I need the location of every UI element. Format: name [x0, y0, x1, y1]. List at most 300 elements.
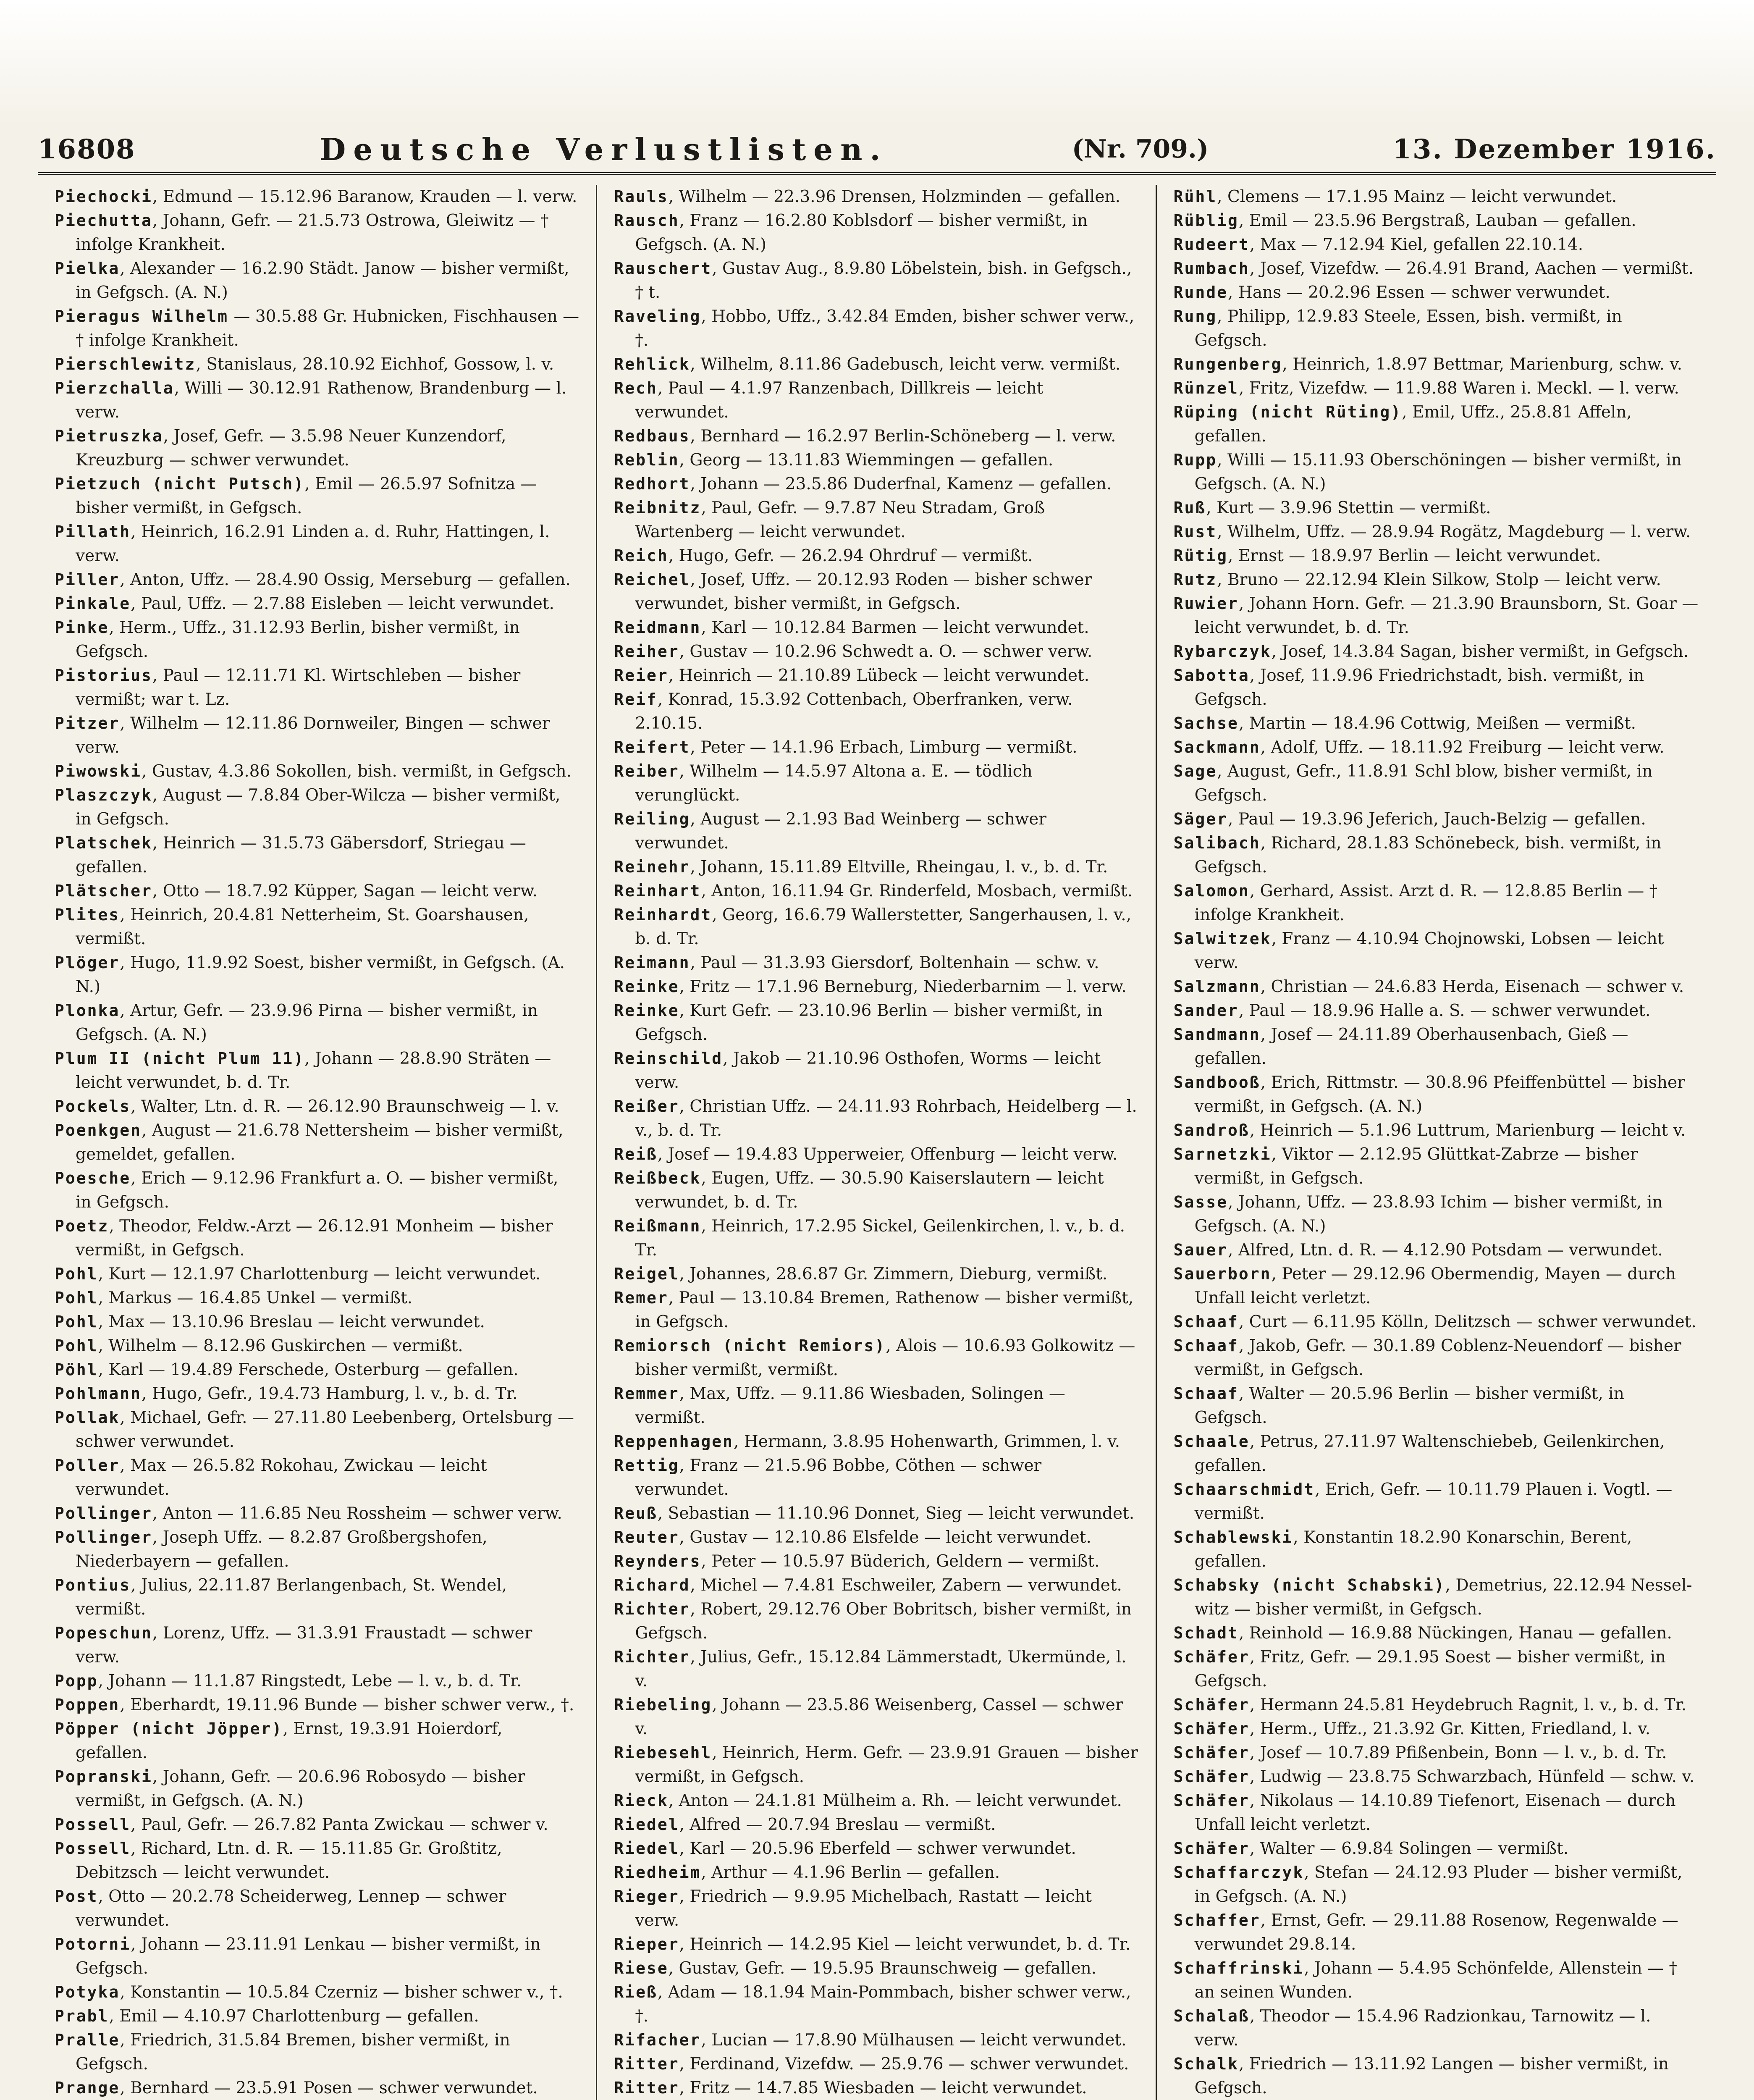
casualty-entry: Pohl, Max — 13.10.96 Breslau — leicht verwundet.	[55, 1312, 485, 1331]
casualty-entry: Richard, Michel — 7.4.81 Eschweiler, Zabern — verwundet.	[614, 1576, 1122, 1595]
casualty-entry: Rauls, Wilhelm — 22.3.96 Drensen, Holzminden — gefallen.	[614, 187, 1120, 206]
casualty-surname: Possell	[55, 1815, 131, 1834]
casualty-surname: Schaaf	[1173, 1312, 1239, 1331]
casualty-entry: Pierzchalla, Willi — 30.12.91 Rathenow, Brandenburg — l. verw.	[55, 379, 567, 422]
casualty-entry: Reiling, August — 2.1.93 Bad Weinberg — schwer verwundet.	[614, 810, 1046, 853]
casualty-entry: Reidmann, Karl — 10.12.84 Barmen — leicht verwundet.	[614, 618, 1089, 637]
casualty-entry: Richter, Julius, Gefr., 15.12.84 Lämmerstadt, Ukermünde, l. v.	[614, 1648, 1127, 1690]
casualty-entry: Schadt, Reinhold — 16.9.88 Nückingen, Hanau — gefallen.	[1173, 1624, 1672, 1643]
casualty-surname: Pollak	[55, 1408, 120, 1427]
casualty-surname: Reißbeck	[614, 1169, 701, 1187]
casualty-entry: Rech, Paul — 4.1.97 Ranzenbach, Dillkreis — leicht verwundet.	[614, 379, 1043, 422]
casualty-surname: Reinhart	[614, 882, 701, 900]
casualty-surname: Pockels	[55, 1097, 131, 1116]
casualty-entry: Rieper, Heinrich — 14.2.95 Kiel — leicht verwundet, b. d. Tr.	[614, 1935, 1131, 1954]
casualty-surname: Richard	[614, 1576, 690, 1594]
casualty-surname: Plöger	[55, 953, 120, 972]
casualty-surname: Schäfer	[1173, 1696, 1250, 1714]
casualty-surname: Reißer	[614, 1097, 679, 1116]
casualty-entry: Rieck, Anton — 24.1.81 Mülheim a. Rh. — leicht verwundet.	[614, 1791, 1122, 1810]
casualty-entry: Sackmann, Adolf, Uffz. — 18.11.92 Freiburg — leicht verw.	[1173, 738, 1665, 757]
casualty-surname: Salibach	[1173, 834, 1261, 852]
casualty-surname: Pöhl	[55, 1360, 98, 1379]
casualty-surname: Popranski	[55, 1767, 152, 1786]
issue-date: 13. Dezember 1916.	[1392, 133, 1716, 165]
casualty-surname: Sachse	[1173, 714, 1239, 732]
casualty-entry: Rudeert, Max — 7.12.94 Kiel, gefallen 22.10.14.	[1173, 235, 1584, 254]
casualty-surname: Rauschert	[614, 259, 712, 278]
casualty-surname: Poenkgen	[55, 1121, 142, 1139]
casualty-entry: Schäfer, Walter — 6.9.84 Solingen — vermißt.	[1173, 1839, 1569, 1858]
page-header	[38, 126, 1716, 175]
casualty-surname: Sabotta	[1173, 666, 1250, 685]
casualty-surname: Pontius	[55, 1576, 131, 1594]
casualty-entry: Pralle, Friedrich, 31.5.84 Bremen, bisher vermißt, in Gefgsch.	[55, 2031, 510, 2074]
casualty-surname: Rifacher	[614, 2031, 701, 2049]
casualty-surname: Reier	[614, 666, 669, 685]
casualty-entry: Rupp, Willi — 15.11.93 Oberschöningen — bisher vermißt, in Gefgsch. (A. N.)	[1173, 451, 1682, 494]
casualty-surname: Schäfer	[1173, 1719, 1250, 1738]
top-margin	[0, 0, 1754, 126]
casualty-entry: Salomon, Gerhard, Assist. Arzt d. R. — 12.8.85 Berlin — † infolge Krankheit.	[1173, 882, 1658, 924]
casualty-entry: Rettig, Franz — 21.5.96 Bobbe, Cöthen — schwer verwundet.	[614, 1456, 1042, 1499]
casualty-entry: Pontius, Julius, 22.11.87 Berlangenbach, St. Wendel, vermißt.	[55, 1576, 507, 1619]
casualty-entry: Plum II (nicht Plum 11), Johann — 28.8.90 Sträten — leicht verwundet, b. d. Tr.	[55, 1049, 551, 1092]
casualty-surname: Sandmann	[1173, 1025, 1261, 1044]
casualty-surname: Rütig	[1173, 546, 1228, 565]
casualty-entry: Reuter, Gustav — 12.10.86 Elsfelde — leicht verwundet.	[614, 1528, 1091, 1547]
casualty-entry: Popp, Johann — 11.1.87 Ringstedt, Lebe — l. v., b. d. Tr.	[55, 1672, 522, 1690]
casualty-entry: Ruwier, Johann Horn. Gefr. — 21.3.90 Braunsborn, St. Goar — leicht verwundet, b. d. Tr.	[1173, 594, 1699, 637]
casualty-surname: Pollinger	[55, 1528, 152, 1546]
casualty-surname: Plonka	[55, 1001, 120, 1020]
casualty-surname: Pralle	[55, 2031, 120, 2049]
casualty-surname: Pistorius	[55, 666, 152, 685]
casualty-entry: Reich, Hugo, Gefr. — 26.2.94 Ohrdruf — vermißt.	[614, 546, 1033, 565]
casualty-entry: Rauschert, Gustav Aug., 8.9.80 Löbelstein, bish. in Gefgsch., † t.	[614, 259, 1132, 302]
casualty-surname: Raveling	[614, 307, 701, 326]
casualty-surname: Prange	[55, 2079, 120, 2097]
casualty-entry: Reimann, Paul — 31.3.93 Giersdorf, Boltenhain — schw. v.	[614, 953, 1099, 972]
casualty-surname: Rettig	[614, 1456, 679, 1475]
casualty-surname: Remer	[614, 1289, 669, 1307]
casualty-surname: Reinehr	[614, 858, 690, 876]
casualty-entry: Rifacher, Lucian — 17.8.90 Mülhausen — leicht verwundet.	[614, 2031, 1127, 2050]
casualty-surname: Reidmann	[614, 618, 701, 637]
casualty-surname: Pitzer	[55, 714, 120, 732]
casualty-entry: Pistorius, Paul — 12.11.71 Kl. Wirtschleben — bisher vermißt; war t. Lz.	[55, 666, 521, 709]
casualty-entry: Ritter, Ferdinand, Vizefdw. — 25.9.76 — schwer verwundet.	[614, 2055, 1129, 2074]
casualty-surname: Piechocki	[55, 187, 152, 206]
casualty-surname: Reiß	[614, 1145, 658, 1163]
casualty-surname: Schäfer	[1173, 1743, 1250, 1762]
casualty-surname: Riedel	[614, 1815, 679, 1834]
casualty-surname: Rung	[1173, 307, 1217, 326]
casualty-entry: Remmer, Max, Uffz. — 9.11.86 Wiesbaden, Solingen — vermißt.	[614, 1384, 1065, 1427]
casualty-entry: Plonka, Artur, Gefr. — 23.9.96 Pirna — bisher vermißt, in Gefgsch. (A. N.)	[55, 1001, 538, 1044]
casualty-surname: Popp	[55, 1672, 98, 1690]
casualty-entry: Post, Otto — 20.2.78 Scheiderweg, Lennep — schwer verwundet.	[55, 1887, 506, 1930]
casualty-surname: Ritter	[614, 2079, 679, 2097]
casualty-surname: Pohlmann	[55, 1384, 142, 1403]
casualty-surname: Popeschun	[55, 1624, 152, 1642]
casualty-entry: Reiß, Josef — 19.4.83 Upperweier, Offenburg — leicht verw.	[614, 1145, 1118, 1164]
casualty-surname: Remmer	[614, 1384, 679, 1403]
issue-number: (Nr. 709.)	[1072, 134, 1209, 164]
casualty-entry: Richter, Robert, 29.12.76 Ober Bobritsch, bisher vermißt, in Gefgsch.	[614, 1600, 1132, 1643]
casualty-surname: Pillath	[55, 522, 131, 541]
casualty-surname: Pohl	[55, 1312, 98, 1331]
casualty-entry: Riese, Gustav, Gefr. — 19.5.95 Braunschweig — gefallen.	[614, 1959, 1097, 1978]
casualty-surname: Runde	[1173, 283, 1228, 302]
casualty-surname: Sarnetzki	[1173, 1145, 1272, 1163]
casualty-surname: Rünzel	[1173, 379, 1239, 397]
casualty-surname: Pietzuch (nicht Putsch)	[55, 475, 305, 493]
casualty-surname: Rüblig	[1173, 211, 1239, 230]
casualty-entry: Rühl, Clemens — 17.1.95 Mainz — leicht verwundet.	[1173, 187, 1617, 206]
casualty-surname: Poetz	[55, 1217, 109, 1235]
casualty-surname: Potyka	[55, 1983, 120, 2001]
casualty-entry: Reif, Konrad, 15.3.92 Cottenbach, Oberfranken, verw. 2.10.15.	[614, 690, 1073, 733]
casualty-surname: Rybarczyk	[1173, 642, 1272, 661]
casualty-surname: Rupp	[1173, 451, 1217, 469]
casualty-surname: Rehlick	[614, 355, 690, 373]
casualty-entry: Sander, Paul — 18.9.96 Halle a. S. — schwer verwundet.	[1173, 1001, 1651, 1020]
casualty-entry: Sasse, Johann, Uffz. — 23.8.93 Ichim — bisher vermißt, in Gefgsch. (A. N.)	[1173, 1193, 1663, 1236]
column-3	[1157, 185, 1716, 2100]
casualty-entry: Possell, Paul, Gefr. — 26.7.82 Panta Zwickau — schwer v.	[55, 1815, 548, 1834]
casualty-entry: Schäfer, Ludwig — 23.8.75 Schwarzbach, Hünfeld — schw. v.	[1173, 1767, 1695, 1786]
casualty-entry: Pohl, Kurt — 12.1.97 Charlottenburg — leicht verwundet.	[55, 1265, 541, 1284]
casualty-surname: Sackmann	[1173, 738, 1261, 756]
casualty-list-columns	[38, 185, 1716, 2100]
casualty-surname: Richter	[614, 1600, 690, 1618]
casualty-entry: Rehlick, Wilhelm, 8.11.86 Gadebusch, leicht verw. vermißt.	[614, 355, 1121, 374]
casualty-surname: Remiorsch (nicht Remiors)	[614, 1336, 886, 1355]
casualty-entry: Reuß, Sebastian — 11.10.96 Donnet, Sieg — leicht verwundet.	[614, 1504, 1135, 1523]
casualty-entry: Reiber, Wilhelm — 14.5.97 Altona a. E. — tödlich verunglückt.	[614, 762, 1033, 805]
casualty-surname: Rumbach	[1173, 259, 1250, 278]
casualty-entry: Rüping (nicht Rüting), Emil, Uffz., 25.8.81 Affeln, gefallen.	[1173, 403, 1632, 446]
casualty-entry: Reinhart, Anton, 16.11.94 Gr. Rinderfeld, Mosbach, vermißt.	[614, 882, 1133, 900]
casualty-entry: Piller, Anton, Uffz. — 28.4.90 Ossig, Merseburg — gefallen.	[55, 570, 571, 589]
casualty-surname: Poller	[55, 1456, 120, 1475]
casualty-entry: Pöhl, Karl — 19.4.89 Ferschede, Osterburg — gefallen.	[55, 1360, 519, 1379]
casualty-surname: Pollinger	[55, 1504, 152, 1522]
casualty-surname: Rust	[1173, 522, 1217, 541]
casualty-entry: Schalk, Friedrich — 13.11.92 Langen — bisher vermißt, in Gefgsch.	[1173, 2055, 1669, 2097]
casualty-surname: Schäfer	[1173, 1648, 1250, 1666]
casualty-entry: Säger, Paul — 19.3.96 Jeferich, Jauch-Belzig — gefallen.	[1173, 810, 1646, 829]
casualty-entry: Pietruszka, Josef, Gefr. — 3.5.98 Neuer Kunzendorf, Kreuzburg — schwer verwundet.	[55, 427, 506, 470]
casualty-entry: Redbaus, Bernhard — 16.2.97 Berlin-Schöneberg — l. verw.	[614, 427, 1116, 446]
casualty-entry: Pollinger, Joseph Uffz. — 8.2.87 Großbergshofen, Niederbayern — gefallen.	[55, 1528, 488, 1571]
casualty-entry: Possell, Richard, Ltn. d. R. — 15.11.85 Gr. Großtitz, Debitzsch — leicht verwundet.	[55, 1839, 502, 1882]
casualty-entry: Riedel, Alfred — 20.7.94 Breslau — vermißt.	[614, 1815, 996, 1834]
casualty-surname: Pieragus Wilhelm	[55, 307, 229, 326]
casualty-surname: Piwowski	[55, 762, 142, 780]
casualty-entry: Rumbach, Josef, Vizefdw. — 26.4.91 Brand, Aachen — vermißt.	[1173, 259, 1694, 278]
casualty-entry: Rungenberg, Heinrich, 1.8.97 Bettmar, Marienburg, schw. v.	[1173, 355, 1683, 374]
casualty-entry: Riedel, Karl — 20.5.96 Eberfeld — schwer verwundet.	[614, 1839, 1076, 1858]
casualty-entry: Reibnitz, Paul, Gefr. — 9.7.87 Neu Stradam, Groß Wartenberg — leicht verwundet.	[614, 499, 1045, 541]
casualty-entry: Schablewski, Konstantin 18.2.90 Konarschin, Berent, gefallen.	[1173, 1528, 1632, 1571]
casualty-surname: Rüping (nicht Rüting)	[1173, 403, 1402, 421]
casualty-surname: Sander	[1173, 1001, 1239, 1020]
casualty-surname: Piechutta	[55, 211, 152, 230]
casualty-surname: Sandbooß	[1173, 1073, 1261, 1092]
casualty-surname: Rungenberg	[1173, 355, 1282, 373]
casualty-entry: Pohl, Wilhelm — 8.12.96 Guskirchen — vermißt.	[55, 1336, 463, 1355]
casualty-entry: Ritter, Fritz — 14.7.85 Wiesbaden — leicht verwundet.	[614, 2079, 1087, 2097]
casualty-entry: Reifert, Peter — 14.1.96 Erbach, Limburg — vermißt.	[614, 738, 1078, 757]
casualty-entry: Reißbeck, Eugen, Uffz. — 30.5.90 Kaiserslautern — leicht verwundet, b. d. Tr.	[614, 1169, 1104, 1212]
casualty-surname: Sauerborn	[1173, 1265, 1272, 1283]
casualty-surname: Reif	[614, 690, 658, 709]
casualty-surname: Schaale	[1173, 1432, 1250, 1451]
casualty-surname: Salzmann	[1173, 977, 1261, 996]
casualty-entry: Remer, Paul — 13.10.84 Bremen, Rathenow — bisher vermißt, in Gefgsch.	[614, 1289, 1134, 1331]
casualty-entry: Platschek, Heinrich — 31.5.73 Gäbersdorf, Striegau — gefallen.	[55, 834, 526, 877]
casualty-entry: Plites, Heinrich, 20.4.81 Netterheim, St. Goarshausen, vermißt.	[55, 906, 529, 948]
casualty-surname: Schabsky (nicht Schabski)	[1173, 1576, 1445, 1594]
casualty-entry: Reiher, Gustav — 10.2.96 Schwedt a. O. — schwer verw.	[614, 642, 1093, 661]
casualty-entry: Rybarczyk, Josef, 14.3.84 Sagan, bisher vermißt, in Gefgsch.	[1173, 642, 1689, 661]
casualty-surname: Rieger	[614, 1887, 679, 1906]
casualty-surname: Schablewski	[1173, 1528, 1293, 1546]
casualty-entry: Schaffer, Ernst, Gefr. — 29.11.88 Rosenow, Regenwalde — verwundet 29.8.14.	[1173, 1911, 1678, 1954]
casualty-entry: Schabsky (nicht Schabski), Demetrius, 22.12.94 Nessel- witz — bisher vermißt, in Gefgsch.	[1173, 1576, 1692, 1619]
casualty-entry: Schäfer, Nikolaus — 14.10.89 Tiefenort, Eisenach — durch Unfall leicht verletzt.	[1173, 1791, 1676, 1834]
casualty-surname: Schalaß	[1173, 2007, 1250, 2025]
column-2	[597, 185, 1156, 2100]
casualty-entry: Schäfer, Hermann 24.5.81 Heydebruch Ragnit, l. v., b. d. Tr.	[1173, 1696, 1687, 1714]
casualty-entry: Remiorsch (nicht Remiors), Alois — 10.6.93 Golkowitz — bisher vermißt, vermißt.	[614, 1336, 1135, 1379]
casualty-surname: Schadt	[1173, 1624, 1239, 1642]
casualty-entry: Reinhardt, Georg, 16.6.79 Wallerstetter, Sangerhausen, l. v., b. d. Tr.	[614, 906, 1132, 948]
casualty-surname: Plätscher	[55, 882, 152, 900]
casualty-surname: Pohl	[55, 1265, 98, 1283]
casualty-entry: Piechocki, Edmund — 15.12.96 Baranow, Krauden — l. verw.	[55, 187, 577, 206]
casualty-entry: Pinkale, Paul, Uffz. — 2.7.88 Eisleben — leicht verwundet.	[55, 594, 554, 613]
casualty-surname: Reibnitz	[614, 499, 701, 517]
casualty-entry: Piechutta, Johann, Gefr. — 21.5.73 Ostrowa, Gleiwitz — † infolge Krankheit.	[55, 211, 549, 254]
casualty-surname: Schalk	[1173, 2055, 1239, 2073]
casualty-entry: Reynders, Peter — 10.5.97 Büderich, Geldern — vermißt.	[614, 1552, 1100, 1571]
casualty-surname: Reinhardt	[614, 906, 712, 924]
casualty-entry: Poenkgen, August — 21.6.78 Nettersheim — bisher vermißt, gemeldet, gefallen.	[55, 1121, 564, 1164]
casualty-entry: Reppenhagen, Hermann, 3.8.95 Hohenwarth, Grimmen, l. v.	[614, 1432, 1120, 1451]
casualty-entry: Plöger, Hugo, 11.9.92 Soest, bisher vermißt, in Gefgsch. (A. N.)	[55, 953, 565, 996]
casualty-surname: Reblin	[614, 451, 679, 469]
casualty-surname: Rühl	[1173, 187, 1217, 206]
casualty-surname: Riebesehl	[614, 1743, 712, 1762]
casualty-surname: Säger	[1173, 810, 1228, 828]
casualty-entry: Schäfer, Josef — 10.7.89 Pfißenbein, Bonn — l. v., b. d. Tr.	[1173, 1743, 1667, 1762]
casualty-entry: Rutz, Bruno — 22.12.94 Klein Silkow, Stolp — leicht verw.	[1173, 570, 1661, 589]
casualty-entry: Poesche, Erich — 9.12.96 Frankfurt a. O. — bisher vermißt, in Gefgsch.	[55, 1169, 558, 1212]
casualty-surname: Schaaf	[1173, 1336, 1239, 1355]
casualty-entry: Popeschun, Lorenz, Uffz. — 31.3.91 Fraustadt — schwer verw.	[55, 1624, 532, 1667]
casualty-entry: Schaaf, Walter — 20.5.96 Berlin — bisher vermißt, in Gefgsch.	[1173, 1384, 1624, 1427]
casualty-entry: Plaszczyk, August — 7.8.84 Ober-Wilcza — bisher vermißt, in Gefgsch.	[55, 786, 561, 829]
casualty-surname: Rauls	[614, 187, 669, 206]
casualty-surname: Reichel	[614, 570, 690, 589]
casualty-entry: Schaarschmidt, Erich, Gefr. — 10.11.79 Plauen i. Vogtl. — vermißt.	[1173, 1480, 1673, 1523]
casualty-entry: Sandbooß, Erich, Rittmstr. — 30.8.96 Pfeiffenbüttel — bisher vermißt, in Gefgsch. (A. N.)	[1173, 1073, 1685, 1116]
casualty-surname: Redhort	[614, 475, 690, 493]
casualty-surname: Riedheim	[614, 1863, 701, 1882]
casualty-entry: Sage, August, Gefr., 11.8.91 Schl blow, bisher vermißt, in Gefgsch.	[1173, 762, 1653, 805]
casualty-surname: Reiber	[614, 762, 679, 780]
casualty-entry: Prabl, Emil — 4.10.97 Charlottenburg — gefallen.	[55, 2007, 479, 2026]
casualty-surname: Poesche	[55, 1169, 131, 1187]
casualty-surname: Reißmann	[614, 1217, 701, 1235]
casualty-surname: Reuter	[614, 1528, 679, 1546]
casualty-entry: Schäfer, Herm., Uffz., 21.3.92 Gr. Kitten, Friedland, l. v.	[1173, 1719, 1651, 1738]
casualty-surname: Pohl	[55, 1289, 98, 1307]
casualty-entry: Schaffarczyk, Stefan — 24.12.93 Pluder — bisher vermißt, in Gefgsch. (A. N.)	[1173, 1863, 1683, 1906]
casualty-entry: Rausch, Franz — 16.2.80 Koblsdorf — bisher vermißt, in Gefgsch. (A. N.)	[614, 211, 1088, 254]
casualty-surname: Pietruszka	[55, 427, 163, 445]
casualty-entry: Pillath, Heinrich, 16.2.91 Linden a. d. Ruhr, Hattingen, l. verw.	[55, 522, 550, 565]
casualty-entry: Pieragus Wilhelm — 30.5.88 Gr. Hubnicken, Fischhausen — † infolge Krankheit.	[55, 307, 579, 350]
casualty-entry: Pollinger, Anton — 11.6.85 Neu Rossheim — schwer verw.	[55, 1504, 562, 1523]
casualty-surname: Prabl	[55, 2007, 109, 2025]
casualty-entry: Schäfer, Fritz, Gefr. — 29.1.95 Soest — bisher vermißt, in Gefgsch.	[1173, 1648, 1666, 1690]
casualty-surname: Reimann	[614, 953, 690, 972]
casualty-entry: Reinke, Kurt Gefr. — 23.10.96 Berlin — bisher vermißt, in Gefgsch.	[614, 1001, 1103, 1044]
casualty-surname: Riese	[614, 1959, 669, 1977]
casualty-entry: Salzmann, Christian — 24.6.83 Herda, Eisenach — schwer v.	[1173, 977, 1684, 996]
casualty-entry: Reblin, Georg — 13.11.83 Wiemmingen — gefallen.	[614, 451, 1054, 470]
casualty-entry: Pitzer, Wilhelm — 12.11.86 Dornweiler, Bingen — schwer verw.	[55, 714, 550, 757]
casualty-surname: Reinke	[614, 1001, 679, 1020]
casualty-surname: Riebeling	[614, 1696, 712, 1714]
casualty-entry: Poppen, Eberhardt, 19.11.96 Bunde — bisher schwer verw., †.	[55, 1696, 574, 1714]
casualty-surname: Sandroß	[1173, 1121, 1250, 1139]
casualty-entry: Rieß, Adam — 18.1.94 Main-Pommbach, bisher schwer verw., †.	[614, 1983, 1131, 2026]
casualty-surname: Rudeert	[1173, 235, 1250, 254]
casualty-entry: Schaffrinski, Johann — 5.4.95 Schönfelde, Allenstein — † an seinen Wunden.	[1173, 1959, 1678, 2002]
casualty-entry: Poetz, Theodor, Feldw.-Arzt — 26.12.91 Monheim — bisher vermißt, in Gefgsch.	[55, 1217, 553, 1260]
casualty-surname: Reigel	[614, 1265, 679, 1283]
casualty-entry: Sachse, Martin — 18.4.96 Cottwig, Meißen — vermißt.	[1173, 714, 1636, 733]
casualty-surname: Schäfer	[1173, 1767, 1250, 1786]
casualty-entry: Rung, Philipp, 12.9.83 Steele, Essen, bish. vermißt, in Gefgsch.	[1173, 307, 1622, 350]
casualty-entry: Schalaß, Theodor — 15.4.96 Radzionkau, Tarnowitz — l. verw.	[1173, 2007, 1651, 2050]
casualty-entry: Reißmann, Heinrich, 17.2.95 Sickel, Geilenkirchen, l. v., b. d. Tr.	[614, 1217, 1125, 1260]
casualty-entry: Reigel, Johannes, 28.6.87 Gr. Zimmern, Dieburg, vermißt.	[614, 1265, 1108, 1284]
casualty-entry: Riebesehl, Heinrich, Herm. Gefr. — 23.9.91 Grauen — bisher vermißt, in Gefgsch.	[614, 1743, 1138, 1786]
page-number: 16808	[38, 133, 136, 165]
casualty-entry: Sauer, Alfred, Ltn. d. R. — 4.12.90 Potsdam — verwundet.	[1173, 1241, 1663, 1260]
casualty-surname: Ruwier	[1173, 594, 1239, 613]
casualty-surname: Rieß	[614, 1983, 658, 2001]
casualty-entry: Prange, Bernhard — 23.5.91 Posen — schwer verwundet.	[55, 2079, 538, 2097]
casualty-surname: Rutz	[1173, 570, 1217, 589]
casualty-surname: Pinkale	[55, 594, 131, 613]
casualty-surname: Schäfer	[1173, 1791, 1250, 1810]
casualty-entry: Rust, Wilhelm, Uffz. — 28.9.94 Rogätz, Magdeburg — l. verw.	[1173, 522, 1691, 541]
casualty-entry: Riebeling, Johann — 23.5.86 Weisenberg, Cassel — schwer v.	[614, 1696, 1123, 1738]
casualty-surname: Potorni	[55, 1935, 131, 1953]
casualty-entry: Raveling, Hobbo, Uffz., 3.42.84 Emden, bisher schwer verw., †.	[614, 307, 1135, 350]
casualty-surname: Poppen	[55, 1696, 120, 1714]
casualty-entry: Rieger, Friedrich — 9.9.95 Michelbach, Rastatt — leicht verw.	[614, 1887, 1092, 1930]
casualty-entry: Pielka, Alexander — 16.2.90 Städt. Janow — bisher vermißt, in Gefgsch. (A. N.)	[55, 259, 569, 302]
casualty-surname: Pierzchalla	[55, 379, 174, 397]
casualty-surname: Platschek	[55, 834, 152, 852]
casualty-surname: Rausch	[614, 211, 679, 230]
casualty-entry: Potyka, Konstantin — 10.5.84 Czerniz — bisher schwer v., †.	[55, 1983, 563, 2002]
casualty-surname: Reifert	[614, 738, 690, 756]
casualty-surname: Reich	[614, 546, 669, 565]
casualty-surname: Pohl	[55, 1336, 98, 1355]
casualty-entry: Potorni, Johann — 23.11.91 Lenkau — bisher vermißt, in Gefgsch.	[55, 1935, 541, 1978]
casualty-surname: Pöpper (nicht Jöpper)	[55, 1719, 283, 1738]
casualty-surname: Reppenhagen	[614, 1432, 734, 1451]
casualty-entry: Redhort, Johann — 23.5.86 Duderfnal, Kamenz — gefallen.	[614, 475, 1112, 494]
casualty-entry: Sarnetzki, Viktor — 2.12.95 Glüttkat-Zabrze — bisher vermißt, in Gefgsch.	[1173, 1145, 1638, 1188]
casualty-surname: Pinke	[55, 618, 109, 637]
casualty-surname: Salwitzek	[1173, 929, 1272, 948]
casualty-entry: Rünzel, Fritz, Vizefdw. — 11.9.88 Waren i. Meckl. — l. verw.	[1173, 379, 1679, 398]
casualty-entry: Sabotta, Josef, 11.9.96 Friedrichstadt, bish. vermißt, in Gefgsch.	[1173, 666, 1644, 709]
casualty-surname: Possell	[55, 1839, 131, 1858]
casualty-surname: Post	[55, 1887, 98, 1906]
casualty-entry: Reinehr, Johann, 15.11.89 Eltville, Rheingau, l. v., b. d. Tr.	[614, 858, 1108, 877]
casualty-entry: Reichel, Josef, Uffz. — 20.12.93 Roden — bisher schwer verwundet, bisher vermißt, in Gefgsch.	[614, 570, 1092, 613]
casualty-entry: Rüblig, Emil — 23.5.96 Bergstraß, Lauban — gefallen.	[1173, 211, 1636, 230]
casualty-surname: Sauer	[1173, 1241, 1228, 1259]
casualty-entry: Schaaf, Curt — 6.11.95 Kölln, Delitzsch — schwer verwundet.	[1173, 1312, 1696, 1331]
casualty-entry: Sauerborn, Peter — 29.12.96 Obermendig, Mayen — durch Unfall leicht verletzt.	[1173, 1265, 1676, 1307]
casualty-surname: Schäfer	[1173, 1839, 1250, 1858]
casualty-entry: Pollak, Michael, Gefr. — 27.11.80 Leebenberg, Ortelsburg — schwer verwundet.	[55, 1408, 574, 1451]
casualty-surname: Rieper	[614, 1935, 679, 1953]
casualty-entry: Rütig, Ernst — 18.9.97 Berlin — leicht verwundet.	[1173, 546, 1601, 565]
casualty-entry: Riedheim, Arthur — 4.1.96 Berlin — gefallen.	[614, 1863, 1000, 1882]
casualty-surname: Salomon	[1173, 882, 1250, 900]
casualty-surname: Schaffarczyk	[1173, 1863, 1304, 1882]
casualty-entry: Popranski, Johann, Gefr. — 20.6.96 Robosydo — bisher vermißt, in Gefgsch. (A. N.)	[55, 1767, 525, 1810]
casualty-surname: Reiling	[614, 810, 690, 828]
casualty-surname: Pielka	[55, 259, 120, 278]
casualty-surname: Ruß	[1173, 499, 1206, 517]
casualty-surname: Rieck	[614, 1791, 669, 1810]
casualty-surname: Riedel	[614, 1839, 679, 1858]
casualty-entry: Reinke, Fritz — 17.1.96 Berneburg, Niederbarnim — l. verw.	[614, 977, 1127, 996]
casualty-entry: Reier, Heinrich — 21.10.89 Lübeck — leicht verwundet.	[614, 666, 1090, 685]
casualty-entry: Sandmann, Josef — 24.11.89 Oberhausenbach, Gieß — gefallen.	[1173, 1025, 1628, 1068]
casualty-surname: Plaszczyk	[55, 786, 152, 804]
column-1	[38, 185, 597, 2100]
casualty-entry: Pöpper (nicht Jöpper), Ernst, 19.3.91 Hoierdorf, gefallen.	[55, 1719, 503, 1762]
casualty-surname: Ritter	[614, 2055, 679, 2073]
casualty-entry: Schaaf, Jakob, Gefr. — 30.1.89 Coblenz-Neuendorf — bisher vermißt, in Gefgsch.	[1173, 1336, 1681, 1379]
casualty-entry: Poller, Max — 26.5.82 Rokohau, Zwickau — leicht verwundet.	[55, 1456, 487, 1499]
casualty-entry: Schaale, Petrus, 27.11.97 Waltenschiebeb, Geilenkirchen, gefallen.	[1173, 1432, 1665, 1475]
casualty-surname: Reiher	[614, 642, 679, 661]
casualty-surname: Piller	[55, 570, 120, 589]
casualty-entry: Ruß, Kurt — 3.9.96 Stettin — vermißt.	[1173, 499, 1491, 517]
casualty-entry: Piwowski, Gustav, 4.3.86 Sokollen, bish. vermißt, in Gefgsch.	[55, 762, 572, 781]
casualty-entry: Pohl, Markus — 16.4.85 Unkel — vermißt.	[55, 1289, 413, 1307]
casualty-surname: Schaffer	[1173, 1911, 1261, 1929]
casualty-entry: Reinschild, Jakob — 21.10.96 Osthofen, Worms — leicht verw.	[614, 1049, 1101, 1092]
casualty-surname: Schaaf	[1173, 1384, 1239, 1403]
